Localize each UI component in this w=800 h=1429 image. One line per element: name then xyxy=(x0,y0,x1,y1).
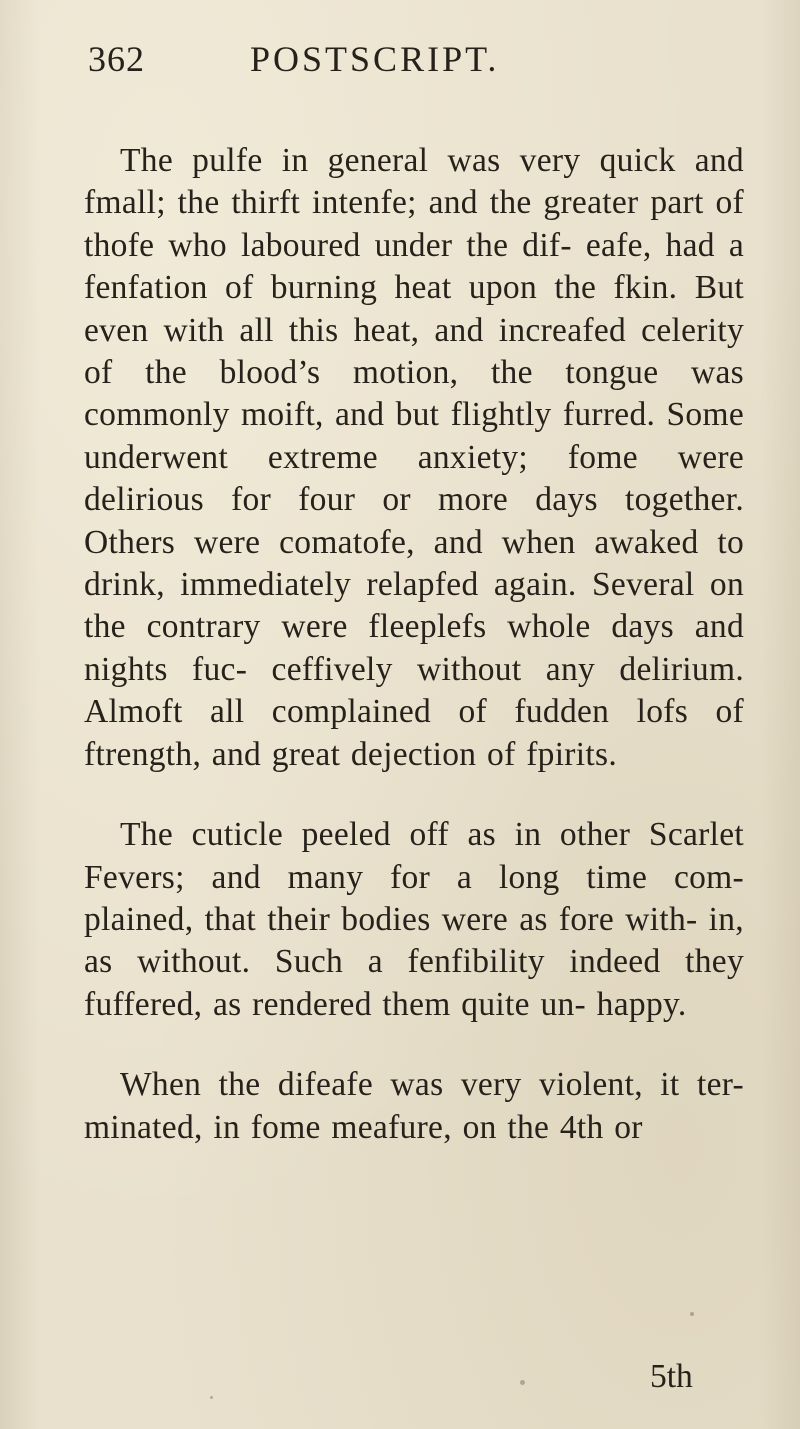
paper-speck xyxy=(690,1312,694,1316)
body-text xyxy=(84,140,744,1149)
page-number: 362 xyxy=(88,39,145,79)
paragraph: When the difeafe was very violent, it ter- minated, in fome meafure, on the 4th or xyxy=(84,1066,744,1146)
paper-speck xyxy=(520,1380,525,1385)
paper-speck xyxy=(210,1396,213,1399)
paragraph: The cuticle peeled off as in other Scarlet Fevers; and many for a long time com- plained, that their bodies were as fore with- in, as without. Such a fenfibility indeed they fuffered, as rendered them quite un- happy. xyxy=(84,816,744,1023)
page-header xyxy=(88,38,768,88)
catchword: 5th xyxy=(650,1358,693,1395)
running-head: POSTSCRIPT. xyxy=(250,39,500,79)
paragraph: The pulfe in general was very quick and fmall; the thirft intenfe; and the greater part of thofe who laboured under the dif- eafe, had a fenfation of burning heat upon the fkin. But even with all this heat, and increafed celerity of the blood’s motion, the tongue was commonly moift, and but flightly furred. Some underwent extreme anxiety; fome were delirious for four or more days together. Others were comatofe, and when awaked to drink, immediately relapfed again. Several on the contrary were fleeplefs whole days and nights fuc- ceffively without any delirium. Almoft all complained of fudden lofs of ftrength, and great dejection of fpirits. xyxy=(84,142,744,773)
